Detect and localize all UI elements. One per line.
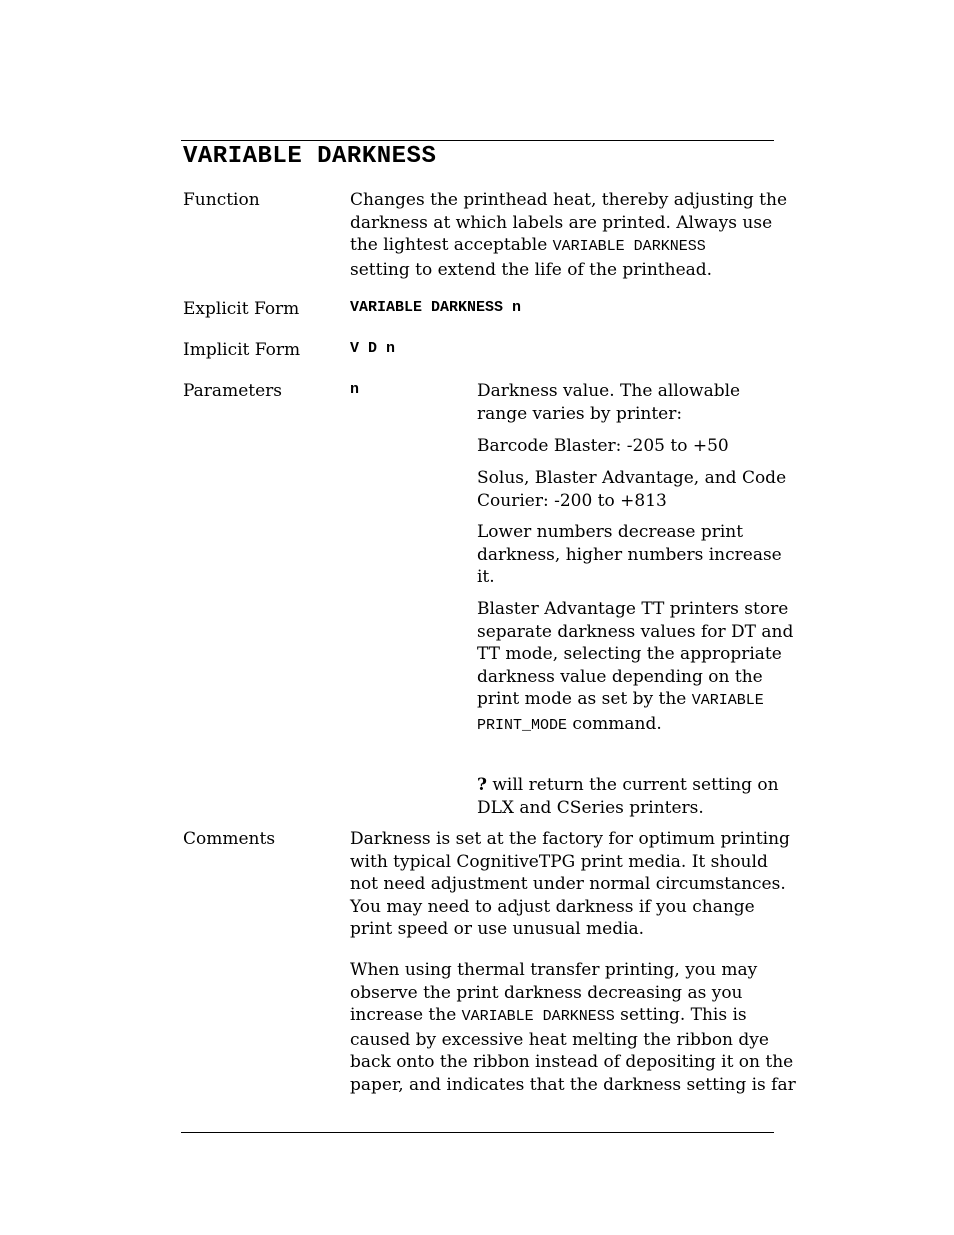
text-line: Courier: -200 to +813	[477, 490, 667, 511]
text-line: Darkness value. The allowable	[477, 381, 741, 401]
parameter-paragraph	[477, 435, 787, 458]
parameter-paragraph	[477, 774, 787, 819]
text-line: Blaster Advantage TT printers store	[477, 599, 789, 619]
function-label: Function	[183, 190, 260, 210]
comment-paragraph	[350, 828, 790, 941]
text-line: print mode as set by the VARIABLE	[477, 689, 764, 710]
text-line: print speed or use unusual media.	[350, 919, 645, 940]
command-keyword: VARIABLE DARKNESS	[552, 238, 706, 256]
text-line: setting to extend the life of the printhead.	[350, 259, 713, 280]
parameter-paragraph	[477, 521, 787, 589]
parameter-paragraph	[477, 598, 794, 738]
text-line: darkness, higher numbers increase	[477, 544, 782, 565]
text-line: back onto the ribbon instead of depositing it on the	[350, 1052, 794, 1073]
text-line: not need adjustment under normal circumstances.	[350, 874, 786, 895]
command-keyword: PRINT_MODE	[477, 716, 568, 734]
top-rule	[181, 140, 774, 141]
text-line: range varies by printer:	[477, 403, 683, 424]
text-line: PRINT_MODE command.	[477, 713, 662, 734]
parameters-label: Parameters	[183, 381, 282, 401]
text-line: Lower numbers decrease print	[477, 522, 744, 542]
text-line: DLX and CSeries printers.	[477, 797, 704, 818]
text-line: When using thermal transfer printing, you may	[350, 960, 758, 980]
text-line: Barcode Blaster: -205 to +50	[477, 436, 729, 456]
text-line: paper, and indicates that the darkness setting is far	[350, 1074, 796, 1095]
query-symbol: ?	[477, 775, 487, 795]
text-line: Solus, Blaster Advantage, and Code	[477, 468, 787, 488]
text-line: Changes the printhead heat, thereby adjusting the	[350, 190, 788, 210]
text-line: ? will return the current setting on	[477, 775, 779, 795]
text-line: increase the VARIABLE DARKNESS setting. This is	[350, 1005, 747, 1026]
parameter-paragraph	[477, 380, 787, 425]
text-line: caused by excessive heat melting the ribbon dye	[350, 1029, 769, 1050]
parameter-name: n	[350, 381, 360, 398]
function-description	[350, 189, 788, 281]
text-line: TT mode, selecting the appropriate	[477, 644, 782, 665]
text-line: darkness at which labels are printed. Always use	[350, 212, 773, 233]
command-keyword: VARIABLE	[691, 692, 764, 710]
text-line: separate darkness values for DT and	[477, 621, 794, 642]
explicit-form-code: VARIABLE DARKNESS n	[350, 299, 522, 316]
text-line: Darkness is set at the factory for optimum printing	[350, 829, 790, 849]
command-keyword: VARIABLE DARKNESS	[461, 1008, 615, 1026]
text-line: observe the print darkness decreasing as you	[350, 982, 743, 1003]
comment-paragraph	[350, 959, 796, 1097]
explicit-form-label: Explicit Form	[183, 299, 300, 319]
section-title: VARIABLE DARKNESS	[183, 143, 437, 170]
text-line: with typical CognitiveTPG print media. It should	[350, 851, 768, 872]
text-line: You may need to adjust darkness if you change	[350, 896, 755, 917]
implicit-form-label: Implicit Form	[183, 340, 301, 360]
text-line: it.	[477, 567, 495, 588]
parameter-paragraph	[477, 467, 787, 512]
text-line: darkness value depending on the	[477, 666, 763, 687]
bottom-rule	[181, 1132, 774, 1133]
text-line: the lightest acceptable VARIABLE DARKNESS	[350, 235, 706, 256]
comments-label: Comments	[183, 829, 276, 849]
implicit-form-code: V D n	[350, 340, 396, 357]
